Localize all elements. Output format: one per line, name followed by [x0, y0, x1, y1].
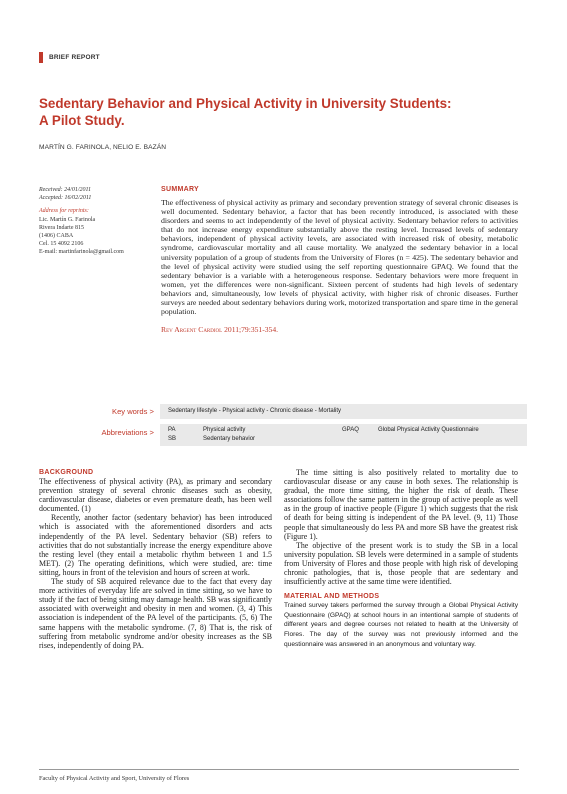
abbr-definition: Global Physical Activity Questionnaire	[378, 427, 479, 433]
column-right	[284, 468, 518, 649]
section-tag-label: BRIEF REPORT	[49, 54, 100, 61]
reprint-address-heading: Address for reprints:	[39, 208, 89, 215]
article-dates	[39, 186, 154, 202]
abbreviations-band	[160, 424, 527, 446]
summary-body: The effectiveness of physical activity as primary and secondary prevention strategy of several chronic diseases is well documented. Sedentary behavior, a factor that has been recently introduced, is associated with these disorders and seems to act independently of the level of physical activity. Sedentary behavior refers to activities that do not increase energy expenditure substantially above the resting level. Increased levels of sedentary behaviors, independent of physical activity levels, are associated with increased risk of obesity, metabolic syndrome, cardiovascular mortality and all cause mortality. We analyzed the sedentary behavior in a local university population of a group of students from the University of Flores (n = 425). The sedentary behavior and the level of physical activity were studied using the self reporting questionnaire GPAQ. We found that the sedentary behavior is a variable with a heterogeneous response. Sedentary behaviors were more frequent in women, yet the differences were non-significant. Sixteen percent of students had high levels of sedentary behaviors and, simultaneously, low levels of physical activity, with higher risk of chronic diseases. Further surveys are needed about sedentary behaviors during work, motorized transportation and spare time in the general population.	[161, 198, 518, 317]
body-paragraph: The time sitting is also positively related to mortality due to cardiovascular disease or any cause in both sexes. The relationship is gradual, the more time sitting, the higher the risk of death. These associations follow the same pattern in the group of active people as well as in the group of inactive people (Figure 1) which suggests that the risk of death for being sitting is independent of the PA level. (9, 11) Those people that simultaneously do less PA and more SB have the greatest risk (Figure 1).	[284, 468, 518, 541]
address-line: Cel. 15 4092 2106	[39, 241, 84, 248]
address-line: Rivera Indarte 815	[39, 224, 84, 231]
abbr-term: SB	[168, 436, 177, 442]
article-title	[39, 95, 519, 129]
column-left	[39, 468, 272, 650]
abbreviations-label: Abbreviations >	[101, 428, 154, 437]
address-line: Lic. Martín G. Farinola	[39, 216, 96, 223]
section-tag-bar	[39, 52, 43, 63]
article-info	[39, 186, 154, 257]
background-paragraph: The study of SB acquired relevance due to the fact that every day more activities of everyday life are solved in time sitting, so we have to study if the fact of being sitting may damage health. SB was significantly associated with overweight and obesity in men and women. (3, 4) This association is independent of the PA level of the participants. (5, 6) The same happens with the metabolic syndrome. (7, 8) That is, the risk of suffering from metabolic syndrome and/or obesity increases as the SB rises, independently of doing PA.	[39, 577, 272, 650]
summary-section	[161, 186, 518, 334]
keywords-label: Key words >	[112, 407, 154, 416]
summary-heading: SUMMARY	[161, 186, 200, 193]
footer-divider	[39, 769, 519, 770]
page-footer: Faculty of Physical Activity and Sport, University of Flores	[39, 775, 190, 782]
body-paragraph: The objective of the present work is to study the SB in a local university population. SB levels were determined in a sample of students from University of Flores and those people with high risk of developing chronic pathologies, that is, those people that are sedentary and insufficiently active at the same time were identified.	[284, 540, 518, 587]
abbr-term: PA	[168, 427, 176, 433]
received-date: Received: 24/01/2011	[39, 187, 92, 193]
abbr-term: GPAQ	[342, 427, 359, 433]
article-title-line2: A Pilot Study.	[39, 113, 125, 128]
article-title-line1: Sedentary Behavior and Physical Activity in University Students:	[39, 96, 452, 111]
reprint-address	[39, 216, 154, 257]
address-line: (1406) CABA	[39, 233, 74, 240]
accepted-date: Accepted: 16/02/2011	[39, 195, 92, 202]
keywords-text: Sedentary lifestyle - Physical activity - Chronic disease - Mortality	[168, 408, 342, 414]
methods-heading: MATERIAL AND METHODS	[284, 593, 380, 601]
methods-paragraph: Trained survey takers performed the survey through a Global Physical Activity Questionnaire (GPAQ) at school hours in an intentional sample of students of different years and degree courses not related to health at the University of Flores. The day of the survey was not previously informed and the questionnaire was answered in an anonymous and voluntary way.	[284, 602, 518, 648]
background-paragraph: Recently, another factor (sedentary behavior) has been introduced which is associated with the aforementioned disorders and acts independently of the PA level. Sedentary behavior (SB) refers to activities that do not substantially increase the energy expenditure above the resting level (they entail a metabolic rhythm between 1 and 1.5 MET). (2) The operating definitions, which were studied, are: time sitting, hours in front of the television and hours of screen at work.	[39, 513, 272, 577]
section-tag	[39, 52, 100, 63]
authors: MARTÍN G. FARINOLA, NELIO E. BAZÁN	[39, 144, 167, 151]
abbr-definition: Physical activity	[203, 427, 246, 433]
abbr-definition: Sedentary behavior	[203, 436, 256, 442]
background-paragraph: The effectiveness of physical activity (PA), as primary and secondary prevention strategy of several chronic diseases such as obesity, cardiovascular disease, diabetes or even premature death, has been well documented. (1)	[39, 477, 272, 514]
address-email: E-mail: martinfarinola@gmail.com	[39, 249, 124, 256]
citation: Rev Argent Cardiol 2011;79:351-354.	[161, 325, 279, 335]
keywords-band	[160, 404, 527, 419]
background-heading: BACKGROUND	[39, 469, 94, 476]
